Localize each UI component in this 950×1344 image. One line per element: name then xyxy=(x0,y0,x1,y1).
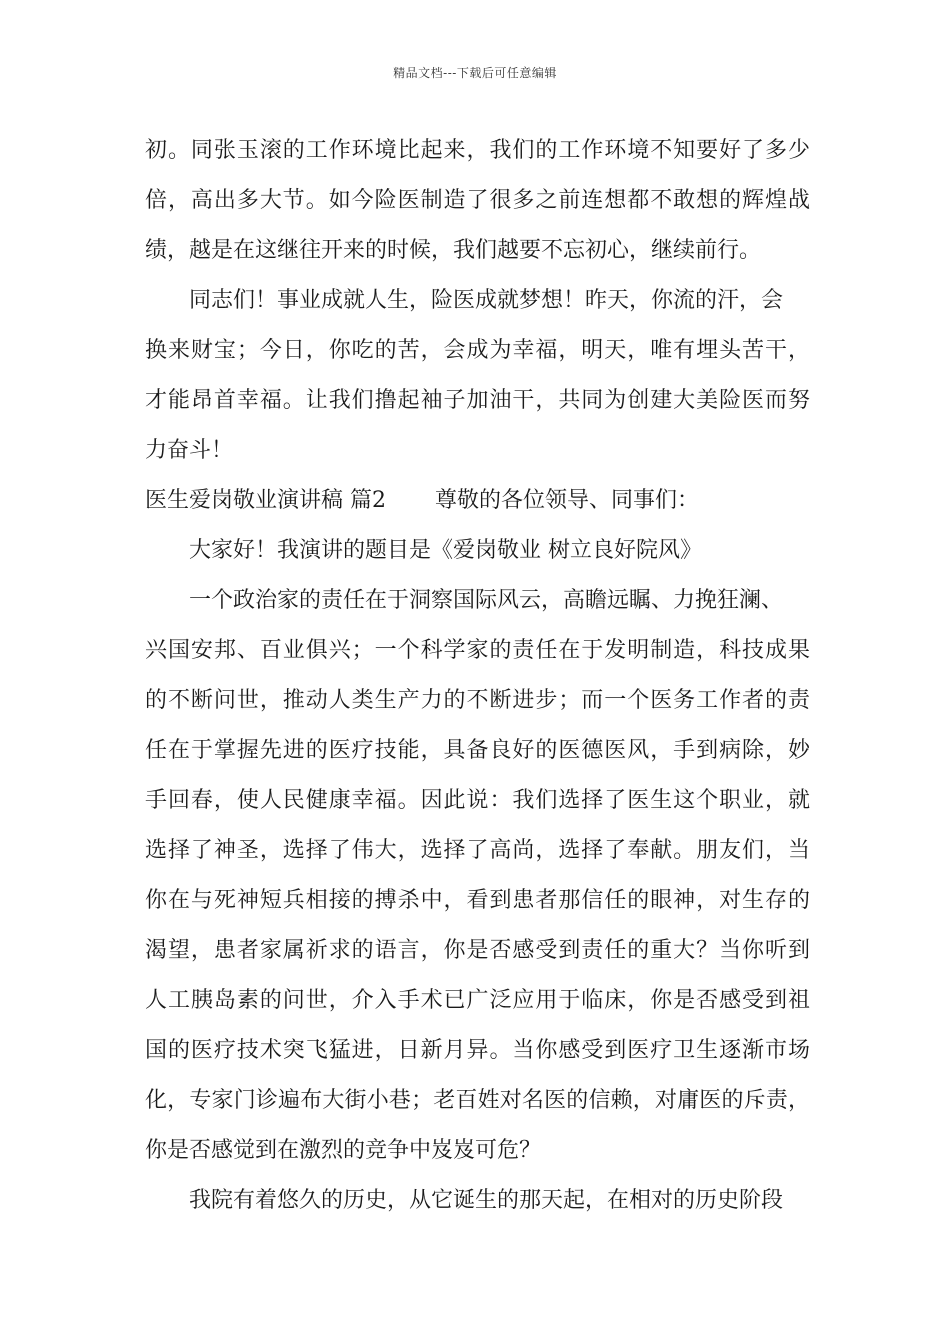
text-line: 兴国安邦、百业俱兴；一个科学家的责任在于发明制造，科技成果 xyxy=(145,638,810,663)
text-line: 化，专家门诊遍布大街小巷；老百姓对名医的信赖，对庸医的斥责， xyxy=(145,1088,810,1113)
salutation: 尊敬的各位领导、同事们： xyxy=(435,488,700,513)
section-title: 医生爱岗敬业演讲稿 篇2 xyxy=(145,488,386,513)
text-line: 才能昂首幸福。让我们撸起袖子加油干，共同为创建大美险医而努 xyxy=(145,388,810,413)
text-line: 一个政治家的责任在于洞察国际风云，高瞻远瞩、力挽狂澜、 xyxy=(189,588,784,613)
text-line: 大家好！我演讲的题目是《爱岗敬业 树立良好院风》 xyxy=(189,538,702,563)
section-heading-line xyxy=(145,476,810,526)
text-line: 手回春，使人民健康幸福。因此说：我们选择了医生这个职业，就 xyxy=(145,788,810,813)
text-line: 倍，高出多大节。如今险医制造了很多之前连想都不敢想的辉煌战 xyxy=(145,188,810,213)
text-line: 选择了神圣，选择了伟大，选择了高尚，选择了奉献。朋友们，当 xyxy=(145,838,810,863)
page-header: 精品文档---下载后可任意编辑 xyxy=(393,66,557,80)
text-line: 任在于掌握先进的医疗技能，具备良好的医德医风，手到病除，妙 xyxy=(145,738,810,763)
text-line: 国的医疗技术突飞猛进，日新月异。当你感受到医疗卫生逐渐市场 xyxy=(145,1038,810,1063)
document-body xyxy=(145,126,810,1226)
text-line: 人工胰岛素的问世，介入手术已广泛应用于临床，你是否感受到祖 xyxy=(145,988,810,1013)
text-line: 力奋斗！ xyxy=(145,438,234,463)
text-line: 你是否感觉到在激烈的竞争中岌岌可危？ xyxy=(145,1138,542,1163)
text-line: 同志们！事业成就人生，险医成就梦想！昨天，你流的汗，会 xyxy=(189,288,784,313)
text-line: 你在与死神短兵相接的搏杀中，看到患者那信任的眼神，对生存的 xyxy=(145,888,810,913)
text-line: 渴望，患者家属祈求的语言，你是否感受到责任的重大？当你听到 xyxy=(145,938,810,963)
text-line: 绩，越是在这继往开来的时候，我们越要不忘初心，继续前行。 xyxy=(145,238,762,263)
text-line: 初。同张玉滚的工作环境比起来，我们的工作环境不知要好了多少 xyxy=(145,138,810,163)
text-line: 换来财宝；今日，你吃的苦，会成为幸福，明天，唯有埋头苦干， xyxy=(145,338,810,363)
text-line: 的不断问世，推动人类生产力的不断进步；而一个医务工作者的责 xyxy=(145,688,810,713)
text-line: 我院有着悠久的历史，从它诞生的那天起，在相对的历史阶段 xyxy=(189,1188,784,1213)
